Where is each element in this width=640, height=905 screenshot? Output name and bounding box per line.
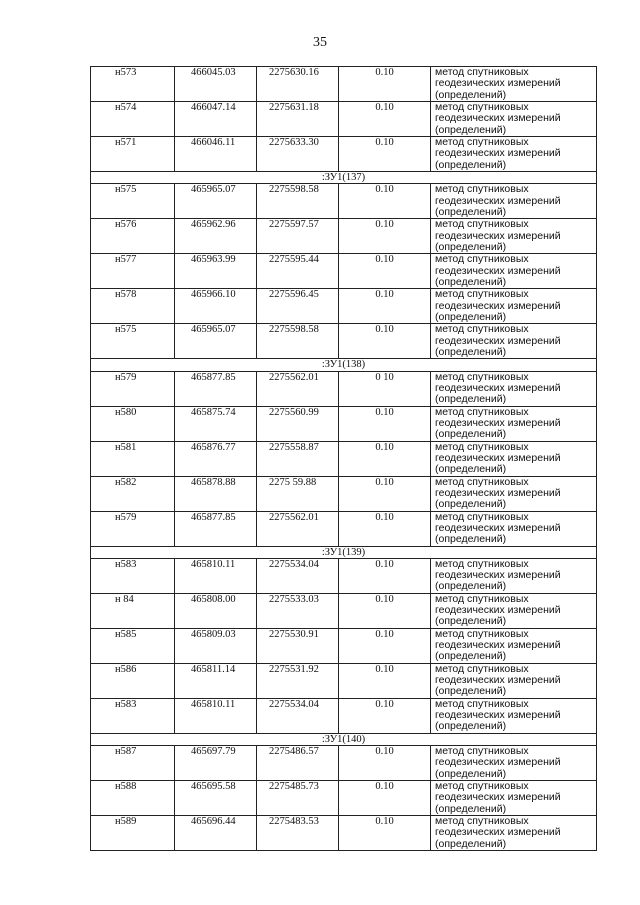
method-cell: метод спутниковых геодезических измерений (определений) (431, 254, 597, 289)
table-row (91, 698, 597, 733)
table-row (91, 781, 597, 816)
x-coordinate-cell: 466047.14 (175, 102, 257, 137)
accuracy-cell: 0.10 (339, 137, 431, 172)
method-cell: метод спутниковых геодезических измерений (определений) (431, 324, 597, 359)
point-name-cell: н582 (91, 476, 175, 511)
method-cell: метод спутниковых геодезических измерений (определений) (431, 698, 597, 733)
accuracy-cell: 0.10 (339, 746, 431, 781)
method-cell: метод спутниковых геодезических измерений (определений) (431, 511, 597, 546)
x-coordinate-cell: 465810.11 (175, 558, 257, 593)
y-coordinate-cell: 2275558.87 (257, 441, 339, 476)
y-coordinate-cell: 2275534.04 (257, 698, 339, 733)
point-name-cell: н579 (91, 371, 175, 406)
point-name-cell: н574 (91, 102, 175, 137)
point-name-cell: н585 (91, 628, 175, 663)
y-coordinate-cell: 2275595.44 (257, 254, 339, 289)
point-name-cell: н575 (91, 184, 175, 219)
y-coordinate-cell: 2275633.30 (257, 137, 339, 172)
point-name-cell: н583 (91, 558, 175, 593)
point-name-cell: н581 (91, 441, 175, 476)
section-label: :ЗУ1(138) (91, 359, 597, 371)
point-name-cell: н575 (91, 324, 175, 359)
accuracy-cell: 0.10 (339, 781, 431, 816)
table-row (91, 476, 597, 511)
point-name-cell: н576 (91, 219, 175, 254)
y-coordinate-cell: 2275630.16 (257, 67, 339, 102)
table-row (91, 406, 597, 441)
table-row (91, 371, 597, 406)
x-coordinate-cell: 465695.58 (175, 781, 257, 816)
section-label: :ЗУ1(137) (91, 172, 597, 184)
table-row (91, 558, 597, 593)
accuracy-cell: 0.10 (339, 816, 431, 851)
table-row (91, 289, 597, 324)
section-label: :ЗУ1(139) (91, 546, 597, 558)
accuracy-cell: 0.10 (339, 441, 431, 476)
table-row (91, 324, 597, 359)
accuracy-cell: 0.10 (339, 511, 431, 546)
method-cell: метод спутниковых геодезических измерений (определений) (431, 816, 597, 851)
section-header-row (91, 172, 597, 184)
table-row (91, 184, 597, 219)
method-cell: метод спутниковых геодезических измерений (определений) (431, 476, 597, 511)
y-coordinate-cell: 2275486.57 (257, 746, 339, 781)
method-cell: метод спутниковых геодезических измерений (определений) (431, 663, 597, 698)
accuracy-cell: 0.10 (339, 698, 431, 733)
section-label: :ЗУ1(140) (91, 733, 597, 745)
y-coordinate-cell: 2275483.53 (257, 816, 339, 851)
x-coordinate-cell: 465877.85 (175, 511, 257, 546)
y-coordinate-cell: 2275631.18 (257, 102, 339, 137)
coordinates-table (90, 66, 597, 851)
table-row (91, 254, 597, 289)
y-coordinate-cell: 2275533.03 (257, 593, 339, 628)
accuracy-cell: 0.10 (339, 184, 431, 219)
accuracy-cell: 0.10 (339, 663, 431, 698)
accuracy-cell: 0.10 (339, 476, 431, 511)
point-name-cell: н589 (91, 816, 175, 851)
x-coordinate-cell: 465809.03 (175, 628, 257, 663)
x-coordinate-cell: 465810.11 (175, 698, 257, 733)
accuracy-cell: 0.10 (339, 289, 431, 324)
method-cell: метод спутниковых геодезических измерений (определений) (431, 137, 597, 172)
y-coordinate-cell: 2275562.01 (257, 371, 339, 406)
table-row (91, 67, 597, 102)
y-coordinate-cell: 2275598.58 (257, 324, 339, 359)
accuracy-cell: 0.10 (339, 593, 431, 628)
table-row (91, 628, 597, 663)
accuracy-cell: 0.10 (339, 219, 431, 254)
section-header-row (91, 546, 597, 558)
y-coordinate-cell: 2275 59.88 (257, 476, 339, 511)
point-name-cell: н588 (91, 781, 175, 816)
x-coordinate-cell: 465811.14 (175, 663, 257, 698)
table-row (91, 102, 597, 137)
section-header-row (91, 733, 597, 745)
table-row (91, 816, 597, 851)
y-coordinate-cell: 2275534.04 (257, 558, 339, 593)
x-coordinate-cell: 465966.10 (175, 289, 257, 324)
accuracy-cell: 0.10 (339, 324, 431, 359)
point-name-cell: н580 (91, 406, 175, 441)
table-row (91, 441, 597, 476)
point-name-cell: н587 (91, 746, 175, 781)
point-name-cell: н578 (91, 289, 175, 324)
page-number: 35 (313, 35, 327, 50)
table-row (91, 511, 597, 546)
accuracy-cell: 0.10 (339, 254, 431, 289)
accuracy-cell: 0.10 (339, 628, 431, 663)
x-coordinate-cell: 465965.07 (175, 184, 257, 219)
point-name-cell: н573 (91, 67, 175, 102)
y-coordinate-cell: 2275598.58 (257, 184, 339, 219)
method-cell: метод спутниковых геодезических измерений (определений) (431, 371, 597, 406)
y-coordinate-cell: 2275562.01 (257, 511, 339, 546)
method-cell: метод спутниковых геодезических измерений (определений) (431, 219, 597, 254)
method-cell: метод спутниковых геодезических измерений (определений) (431, 628, 597, 663)
method-cell: метод спутниковых геодезических измерений (определений) (431, 558, 597, 593)
point-name-cell: н577 (91, 254, 175, 289)
x-coordinate-cell: 465696.44 (175, 816, 257, 851)
method-cell: метод спутниковых геодезических измерений (определений) (431, 593, 597, 628)
x-coordinate-cell: 465965.07 (175, 324, 257, 359)
y-coordinate-cell: 2275530.91 (257, 628, 339, 663)
method-cell: метод спутниковых геодезических измерений (определений) (431, 184, 597, 219)
x-coordinate-cell: 465808.00 (175, 593, 257, 628)
point-name-cell: н586 (91, 663, 175, 698)
table-row (91, 219, 597, 254)
x-coordinate-cell: 466045.03 (175, 67, 257, 102)
accuracy-cell: 0.10 (339, 406, 431, 441)
x-coordinate-cell: 465875.74 (175, 406, 257, 441)
point-name-cell: н579 (91, 511, 175, 546)
y-coordinate-cell: 2275560.99 (257, 406, 339, 441)
method-cell: метод спутниковых геодезических измерений (определений) (431, 441, 597, 476)
method-cell: метод спутниковых геодезических измерений (определений) (431, 67, 597, 102)
x-coordinate-cell: 466046.11 (175, 137, 257, 172)
method-cell: метод спутниковых геодезических измерений (определений) (431, 746, 597, 781)
x-coordinate-cell: 465878.88 (175, 476, 257, 511)
table-row (91, 137, 597, 172)
x-coordinate-cell: 465876.77 (175, 441, 257, 476)
method-cell: метод спутниковых геодезических измерений (определений) (431, 406, 597, 441)
y-coordinate-cell: 2275596.45 (257, 289, 339, 324)
y-coordinate-cell: 2275485.73 (257, 781, 339, 816)
point-name-cell: н583 (91, 698, 175, 733)
x-coordinate-cell: 465962.96 (175, 219, 257, 254)
coordinates-table-body (91, 67, 597, 851)
y-coordinate-cell: 2275531.92 (257, 663, 339, 698)
method-cell: метод спутниковых геодезических измерений (определений) (431, 289, 597, 324)
y-coordinate-cell: 2275597.57 (257, 219, 339, 254)
method-cell: метод спутниковых геодезических измерений (определений) (431, 781, 597, 816)
table-row (91, 746, 597, 781)
accuracy-cell: 0.10 (339, 102, 431, 137)
point-name-cell: н 84 (91, 593, 175, 628)
method-cell: метод спутниковых геодезических измерений (определений) (431, 102, 597, 137)
table-row (91, 593, 597, 628)
section-header-row (91, 359, 597, 371)
x-coordinate-cell: 465963.99 (175, 254, 257, 289)
accuracy-cell: 0.10 (339, 67, 431, 102)
point-name-cell: н571 (91, 137, 175, 172)
table-row (91, 663, 597, 698)
accuracy-cell: 0.10 (339, 558, 431, 593)
x-coordinate-cell: 465877.85 (175, 371, 257, 406)
accuracy-cell: 0 10 (339, 371, 431, 406)
x-coordinate-cell: 465697.79 (175, 746, 257, 781)
